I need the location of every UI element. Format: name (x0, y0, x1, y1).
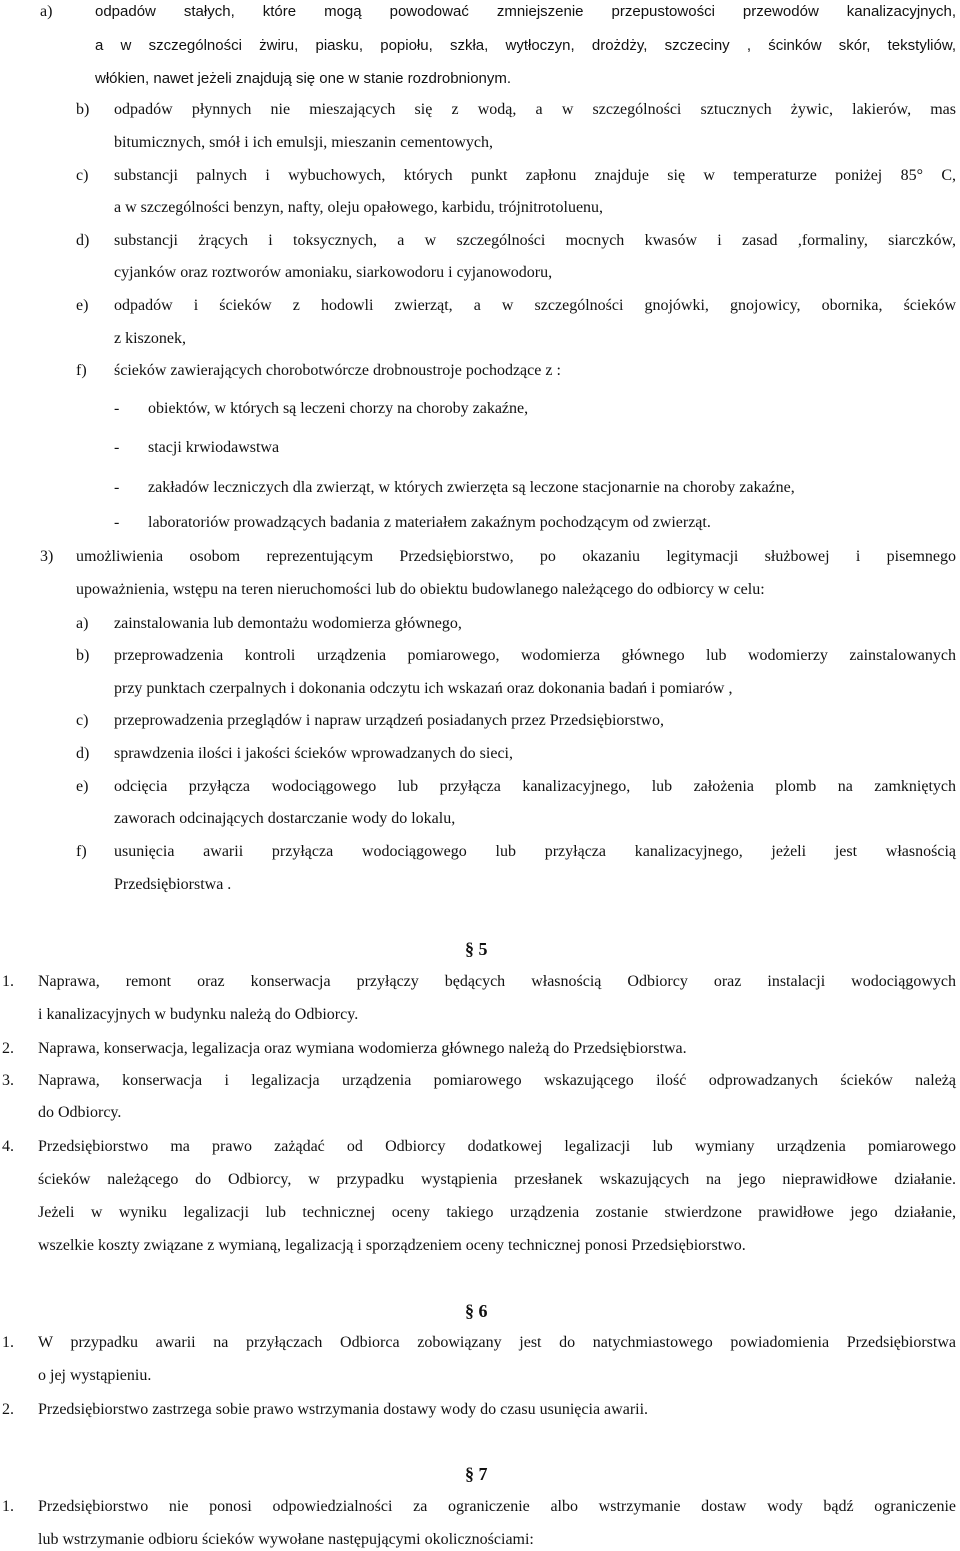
item-text-line: ścieków zawierających chorobotwórcze drobnoustroje pochodzące z : (114, 362, 561, 379)
item-text-line: do Odbiorcy. (38, 1104, 122, 1121)
item-label: 2. (2, 1040, 14, 1057)
item-text-line: Przedsiębiorstwo zastrzega sobie prawo wstrzymania dostawy wody do czasu usunięcia awarii. (38, 1401, 649, 1418)
item-label: 1. (2, 1334, 14, 1351)
item-text-line: ścieków należącego do Odbiorcy, w przypadku wystąpienia przesłanek wskazujących na jego nieprawidłowe działanie. (38, 1171, 956, 1188)
item-text-line: i kanalizacyjnych w budynku należą do Odbiorcy. (38, 1006, 359, 1023)
item-text-line: W przypadku awarii na przyłączach Odbiorca zobowiązany jest do natychmiastowego powiadomienia Przedsiębiorstwa (38, 1334, 956, 1351)
dash-bullet: - (114, 400, 120, 417)
section-heading: § 7 (465, 1464, 488, 1484)
item-text-line: Przedsiębiorstwo nie ponosi odpowiedzialności za ograniczenie albo wstrzymanie dostaw wody bądź ograniczenie (38, 1498, 956, 1515)
item-text-line: przy punktach czerpalnych i dokonania odczytu ich wskazań oraz dokonania badań i pomiarów , (114, 680, 733, 697)
item-label: 1. (2, 1498, 14, 1515)
item-label: 4. (2, 1138, 14, 1155)
item-label: a) (40, 3, 53, 20)
item-text-line: przeprowadzenia kontroli urządzenia pomiarowego, wodomierza głównego lub wodomierzy zainstalowanych (114, 647, 956, 664)
dash-item-text: obiektów, w których są leczeni chorzy na choroby zakaźne, (148, 400, 529, 417)
item-text-line: Jeżeli w wyniku legalizacji lub technicznej oceny takiego urządzenia zostanie stwierdzone prawidłowe jego działanie, (38, 1204, 956, 1221)
item-text-line: Naprawa, konserwacja i legalizacja urządzenia pomiarowego wskazującego ilość odprowadzanych ścieków należą (38, 1072, 956, 1089)
section-heading: § 5 (465, 939, 488, 959)
item-text-line: odpadów stałych, które mogą powodować zmniejszenie przepustowości przewodów kanalizacyjnych, (95, 3, 956, 20)
dash-bullet: - (114, 439, 120, 456)
item-text-line: sprawdzenia ilości i jakości ścieków wprowadzanych do sieci, (114, 745, 513, 762)
dash-bullet: - (114, 514, 120, 531)
point-text-line: umożliwienia osobom reprezentującym Przedsiębiorstwo, po okazaniu legitymacji służbowej i pisemnego (76, 548, 956, 565)
item-label: c) (76, 712, 89, 729)
item-label: e) (76, 297, 89, 314)
item-text-line: zainstalowania lub demontażu wodomierza głównego, (114, 615, 462, 632)
section-heading: § 6 (465, 1301, 488, 1321)
item-text-line: usunięcia awarii przyłącza wodociągowego lub przyłącza kanalizacyjnego, jeżeli jest własnością (114, 843, 956, 860)
item-text-line: Przedsiębiorstwo ma prawo zażądać od Odbiorcy dodatkowej legalizacji lub wymiany urządzenia pomiarowego (38, 1138, 956, 1155)
item-label: f) (76, 843, 87, 860)
item-text-line: bitumicznych, smół i ich emulsji, mieszanin cementowych, (114, 134, 494, 151)
item-text-line: a w szczególności benzyn, nafty, oleju opałowego, karbidu, trójnitrotoluenu, (114, 199, 604, 216)
item-text-line: substancji palnych i wybuchowych, których punkt zapłonu znajduje się w temperaturze poniżej 85° C, (114, 167, 956, 184)
item-text-line: a w szczególności żwiru, piasku, popiołu, szkła, wytłoczyn, drożdży, szczeciny , ścinków skór, tekstyliów, (95, 37, 956, 54)
item-label: a) (76, 615, 89, 632)
item-text-line: odpadów płynnych nie mieszających się z wodą, a w szczególności sztucznych żywic, lakierów, mas (114, 101, 956, 118)
item-text-line: z kiszonek, (114, 330, 186, 347)
dash-item-text: laboratoriów prowadzących badania z materiałem zakaźnym pochodzącym od zwierząt. (148, 514, 711, 531)
point-text-line: upoważnienia, wstępu na teren nieruchomości lub do obiektu budowlanego należącego do odbiorcy w celu: (76, 581, 765, 598)
dash-item-text: zakładów leczniczych dla zwierząt, w których zwierzęta są leczone stacjonarnie na choroby zakaźne, (148, 479, 795, 496)
item-label: d) (76, 232, 90, 249)
item-text-line: Naprawa, remont oraz konserwacja przyłączy będących własnością Odbiorcy oraz instalacji wodociągowych (38, 973, 956, 990)
item-text-line: substancji żrących i toksycznych, a w szczególności mocnych kwasów i zasad ,formaliny, siarczków, (114, 232, 956, 249)
item-text-line: zaworach odcinających dostarczanie wody do lokalu, (114, 810, 456, 827)
item-text-line: cyjanków oraz roztworów amoniaku, siarkowodoru i cyjanowodoru, (114, 264, 553, 281)
item-text-line: przeprowadzenia przeglądów i napraw urządzeń posiadanych przez Przedsiębiorstwo, (114, 712, 664, 729)
item-text-line: włókien, nawet jeżeli znajdują się one w stanie rozdrobnionym. (95, 70, 512, 87)
item-label: e) (76, 778, 89, 795)
item-text-line: Przedsiębiorstwa . (114, 876, 232, 893)
item-text-line: lub wstrzymanie odbioru ścieków wywołane następującymi okolicznościami: (38, 1531, 534, 1548)
item-label: b) (76, 101, 90, 118)
item-label: 1. (2, 973, 14, 990)
item-label: f) (76, 362, 87, 379)
item-label: 2. (2, 1401, 14, 1418)
item-text-line: Naprawa, konserwacja, legalizacja oraz wymiana wodomierza głównego należą do Przedsiębiorstwa. (38, 1040, 687, 1057)
item-label: d) (76, 745, 90, 762)
item-label: b) (76, 647, 90, 664)
dash-item-text: stacji krwiodawstwa (148, 439, 280, 456)
dash-bullet: - (114, 479, 120, 496)
point-label: 3) (40, 548, 54, 565)
item-label: c) (76, 167, 89, 184)
item-text-line: wszelkie koszty związane z wymianą, legalizacją i sporządzeniem oceny technicznej ponosi Przedsiębiorstwo. (38, 1237, 746, 1254)
item-label: 3. (2, 1072, 14, 1089)
item-text-line: o jej wystąpieniu. (38, 1367, 152, 1384)
item-text-line: odcięcia przyłącza wodociągowego lub przyłącza kanalizacyjnego, lub założenia plomb na zamkniętych (114, 778, 956, 795)
item-text-line: odpadów i ścieków z hodowli zwierząt, a w szczególności gnojówki, gnojowicy, obornika, ścieków (114, 297, 956, 314)
